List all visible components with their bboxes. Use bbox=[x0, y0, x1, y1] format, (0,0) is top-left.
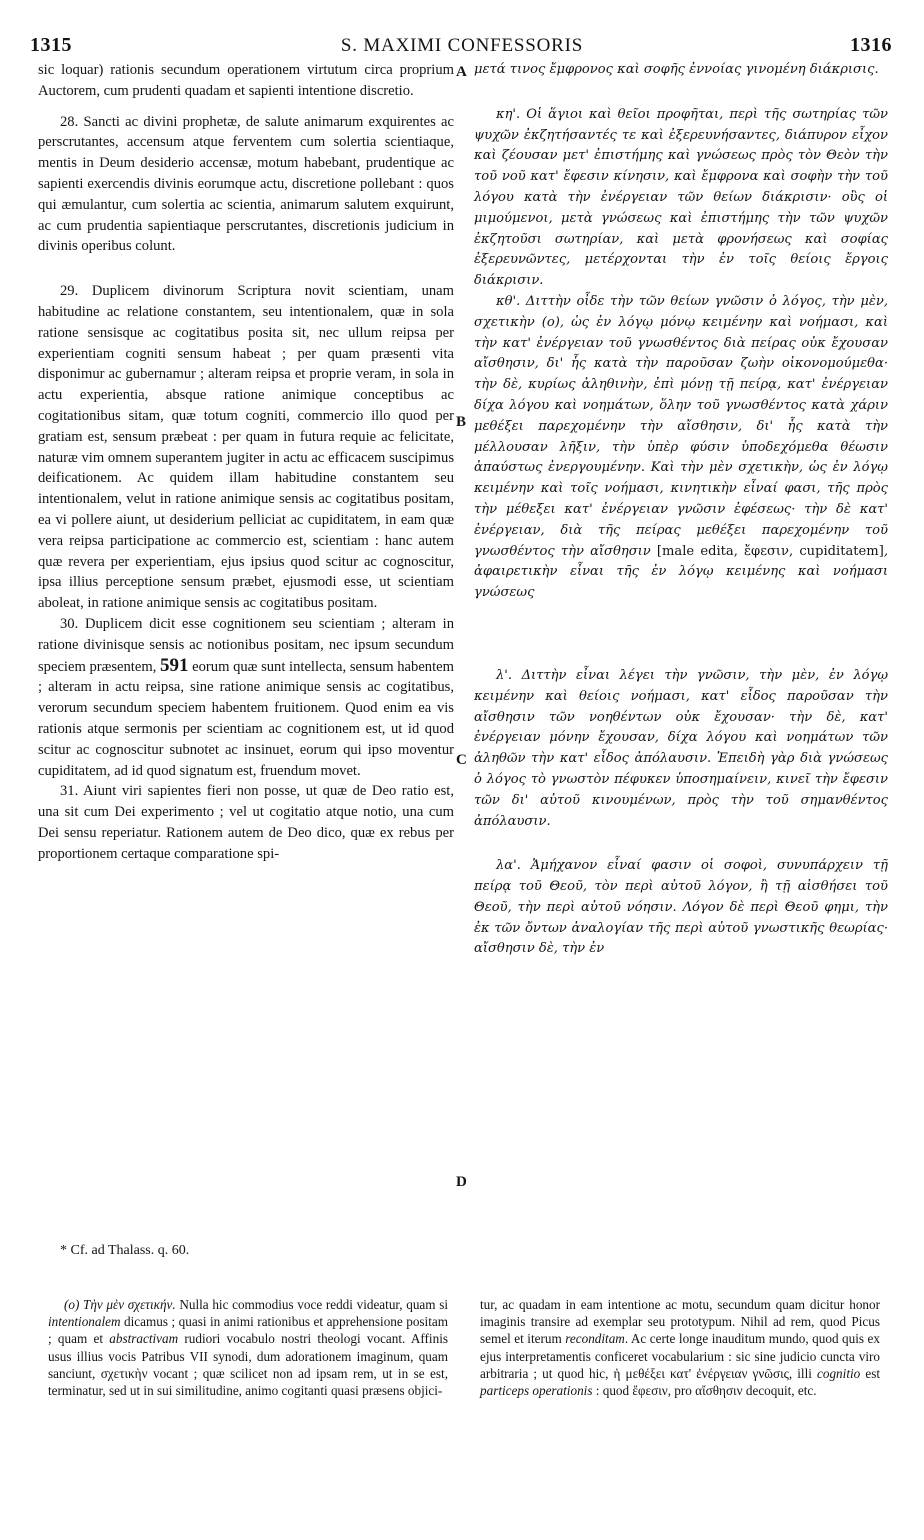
note-o-cont-emphasis-1: reconditam bbox=[565, 1331, 625, 1347]
latin-paragraph-30 bbox=[38, 614, 454, 781]
note-o-continued bbox=[480, 1296, 880, 1399]
note-o-emphasis-1: intentionalem bbox=[48, 1314, 121, 1330]
note-o-lemma: (o) Τὴν μὲν σχετικήν. bbox=[64, 1297, 176, 1312]
margin-letter-d: D bbox=[456, 1174, 467, 1190]
note-o-text-c: rudiori vocabulo nostri theologi vocant. Affinis usus illius vocis Patribus VII synodi, dum adorationem imaginum, quam sanciunt, σχετικὴν vocant ; quæ scilicet non ad ipsam rem, ut in se est, terminatur, sed ut in sui similitudine, animo cogitanti quasi præsens objici- bbox=[48, 1331, 448, 1399]
greek-paragraph-29-end: , ἀφαιρετικὴν εἶναι τῆς ἐν λόγῳ κειμένης καὶ νοήμασι γνώσεως bbox=[474, 543, 889, 601]
greek-paragraph-31: λα'. Ἀμήχανον εἶναί φασιν οἱ σοφοὶ, συνυπάρχειν τῇ πείρᾳ τοῦ Θεοῦ, τὸν περὶ αὐτοῦ λόγον, ἢ τῇ αἰσθήσει τοῦ Θεοῦ, τὴν περὶ αὐτοῦ νόησιν. Λόγον δὲ περὶ Θεοῦ φημι, τὴν ἐκ τῶν ὄντων ἀναλογίαν τῆς περὶ αὐτοῦ γνωστικῆς θεωρίας· αἴσθησιν δὲ, τὴν ἐν bbox=[474, 858, 888, 957]
greek-paragraph-0: μετά τινος ἔμφρονος καὶ σοφῆς ἐννοίας γινομένη διάκρισις. bbox=[474, 62, 879, 77]
note-o-cont-text-a: tur, ac quadam in eam intentione ac motu, secundum quam dicitur honor imaginis transire ad exemplar seu prototypum. Nihil ad rem, quod Picus semel et iterum bbox=[480, 1297, 880, 1347]
page-number-left: 1315 bbox=[30, 34, 72, 56]
note-o-emphasis-2: abstractivam bbox=[109, 1331, 179, 1347]
latin-paragraph-30-start: 30. Duplicem dicit esse cognitionem seu scientiam ; alteram in ratione divinisque sensis ac notionibus positam, nec ipsum secundum speciem præsentem, bbox=[38, 615, 454, 675]
latin-paragraph-29: 29. Duplicem divinorum Scriptura novit scientiam, unam habitudine ac relatione constantem, seu intentionalem, quæ in sola ratione sensisque ac cogitatibus posita sit, nec ullum reipsa per experientiam cogniti sensum habeat ; per quam præsenti vita disponimur ac gubernamur ; alteram reipsa et proprie veram, in sola in actu experientia, absque ratione animique conceptibus ac cogitationibus sitam, quæ totum cogniti, commercio illo quod per gratiam est, sensum præbeat : per quam in futura requie ac felicitate, naturæ vim omnem superantem jugiter in actu ac efficacem suscipimus deificationem. Ac quidem illam habitudine constantem seu intentionalem, velut in ratione animique sensis ac cogitatibus positam, ea vi pollere aiunt, ut desiderium pelliciat ac cupiditatem, in eam quæ vera reipsa participatione ac commercio est, scientiam : hanc autem quæ revera per experientiam, ejus ipsius quod scitur ac cognoscitur, ipsa illius perceptione sensum præbet, ejusmodi esse, ut scientiam aboleat, in ratione animique sensis ac cogitatibus positam. bbox=[38, 283, 454, 612]
latin-column bbox=[38, 60, 454, 864]
note-o-cont-emphasis-2: cognitio bbox=[817, 1365, 861, 1381]
note-o-text-b: dicamus ; quasi in animi rationibus et apprehensione positam ; quam et bbox=[48, 1314, 448, 1347]
note-o-text-a: Nulla hic commodius voce reddi videatur, quam si bbox=[175, 1297, 449, 1312]
latin-paragraph-0: sic loquar) rationis secundum operationem virtutum circa proprium Auctorem, cum prudenti quadam et sapienti intentione discretio. bbox=[38, 62, 454, 99]
greek-paragraph-29 bbox=[474, 292, 888, 604]
note-o bbox=[48, 1296, 448, 1399]
column-number-591: 591 bbox=[160, 654, 189, 676]
greek-column bbox=[474, 60, 888, 960]
greek-paragraph-28: κη'. Οἱ ἅγιοι καὶ θεῖοι προφῆται, περὶ τῆς σωτηρίας τῶν ψυχῶν ἐκζητήσαντές τε καὶ ἐξερευνήσαντες, διάπυρον εἶχον καὶ ζέουσαν μετ' ἐπιστήμης καὶ γνώσεως πρὸς τὸν Θεὸν τὴν τοῦ νοῦ κατ' ἔφεσιν κίνησιν, καὶ ἔμφρονα καὶ σοφὴν τὴν τοῦ λόγου κατὰ τὴν ἐνέργειαν τῶν θείων διάκρισιν· οὓς οἱ μιμούμενοι, μετὰ γνώσεως καὶ ἐπιστήμης τὴν τῶν ψυχῶν ἐκζητοῦσι σωτηρίαν, καὶ μετὰ φρονήσεως καὶ σοφίας ἐξερευνῶντες, μετέρχονται τὴν ἐν τοῖς θείοις ἔργοις διάκρισιν. bbox=[474, 106, 888, 289]
greek-editorial-bracket: [male edita, ἔφεσιν, cupiditatem] bbox=[656, 543, 884, 559]
greek-paragraph-30: λ'. Διττὴν εἶναι λέγει τὴν γνῶσιν, τὴν μὲν, ἐν λόγῳ κειμένην καὶ θείοις νοήμασι, κατ' εἶδος παροῦσαν τὴν αἴσθησιν τῶν νοηθέντων οὐκ ἔχουσαν· τὴν δὲ, κατ' ἐνέργειαν μόνην ἔχουσαν, δίχα λόγου καὶ νοημάτων τῶν ἀληθῶν τὴν κατ' εἶδος ἀπόλαυσιν. Ἐπειδὴ γὰρ διὰ γνώσεως ὁ λόγος τὸ γνωστὸν πέφυκεν ὑποσημαίνειν, κινεῖ τὴν ἔφεσιν τῶν δι' αὐτοῦ κινουμένων, πρὸς τὴν τοῦ σημανθέντος ἀπόλαυσιν. bbox=[474, 667, 888, 829]
note-o-cont-text-c: est bbox=[860, 1365, 880, 1381]
note-o-cont-text-b: . Ac certe longe inauditum mundo, quod quis ex ejus interpretamentis conficeret vocabularium : sic sine judicio cuncta viro arbitraria ; ut quod hic, ἡ μεθέξει κατ' ἐνέργειαν γνῶσις, illi bbox=[480, 1331, 881, 1381]
margin-letter-b: B bbox=[456, 414, 467, 430]
running-title: S. MAXIMI CONFESSORIS bbox=[340, 35, 584, 56]
latin-paragraph-28: 28. Sancti ac divini prophetæ, de salute animarum exquirentes ac perscrutantes, accensum atque ferventem cum solertia scientiaque, mentis in Deum desiderio accensæ, motum habebant, prudentique ac sapienti exercendis divinis eorumque actu, discretione pollebant : quos qui æmulantur, cum solertia ac scientia, animarum salutem exquirunt, ac cum prudentia sapientiaque perscrutantes, discretionis judicium in divinis operibus colunt. bbox=[38, 113, 454, 255]
greek-paragraph-29-text: κθ'. Διττὴν οἶδε τὴν τῶν θείων γνῶσιν ὁ λόγος, τὴν μὲν, σχετικὴν (ο), ὡς ἐν λόγῳ μόνῳ κειμένην καὶ νοήμασι, καὶ τὴν κατ' ἐνέργειαν τοῦ γνωσθέντος διὰ πείρας οὐκ ἔχουσαν αἴσθησιν, δι' ἧς κατὰ τὴν παροῦσαν ζωὴν οἰκονομούμεθα· τὴν δὲ, κυρίως ἀληθινὴν, ἐπὶ μόνῃ τῇ πείρᾳ, κατ' ἐνέργειαν δίχα λόγου καὶ νοημάτων, ὅλην τοῦ γνωσθέντος κατὰ χάριν μεθέξει παρεχομένην τὴν αἴσθησιν, δι' ἧς κατὰ τὴν μέλλουσαν λῆξιν, τὴν ὑπὲρ φύσιν ὑποδεχόμεθα θέωσιν ἀπαύστως ἐνεργουμένην. Καὶ τὴν μὲν σχετικὴν, ὡς ἐν λόγῳ κειμένην καὶ τοῖς νοήμασι, κινητικὴν εἶναί φασι, τῆς πρὸς τὴν μέθεξει κατ' ἐνέργειαν γνῶσιν ἐφέσεως· τὴν δὲ κατ' ἐνέργειαν, διὰ τῆς πείρας μεθέξει παρεχομένην τοῦ γνωσθέντος τὴν αἴσθησιν bbox=[474, 293, 888, 559]
note-o-cont-text-d: : quod ἔφεσιν, pro αἴσθησιν decoquit, etc. bbox=[592, 1383, 817, 1399]
notes-left-column bbox=[48, 1296, 448, 1399]
latin-paragraph-31: 31. Aiunt viri sapientes fieri non posse, ut quæ de Deo ratio est, una sit cum Dei experimento ; vel ut cogitatio atque notio, una cum Dei sensu reperiatur. Rationem autem de Deo dico, quæ ex rebus per proportionem certaque comparatione spi- bbox=[38, 783, 454, 862]
footnote: * Cf. ad Thalass. q. 60. bbox=[60, 1243, 190, 1258]
page-number-right: 1316 bbox=[850, 34, 892, 56]
margin-letter-a: A bbox=[456, 64, 467, 80]
latin-paragraph-30-rest: eorum quæ sunt intellecta, sensum habentem ; alteram in actu reipsa, sine ratione animique sensis ac cogitatibus, verorum secundum speciem habentem fruitionem. Quod enim ea vis rationis atque sermonis per scientiam ac cognitionem est, ut id quod scitur ac cognoscitur subnotet ac insinuet, eorum qui ipso moventur cupiditatem, ad id quod signatum est, fruendum movet. bbox=[38, 658, 454, 779]
notes-right-column bbox=[480, 1296, 880, 1399]
margin-letter-c: C bbox=[456, 752, 467, 768]
note-o-cont-emphasis-3: particeps operationis bbox=[480, 1383, 593, 1399]
